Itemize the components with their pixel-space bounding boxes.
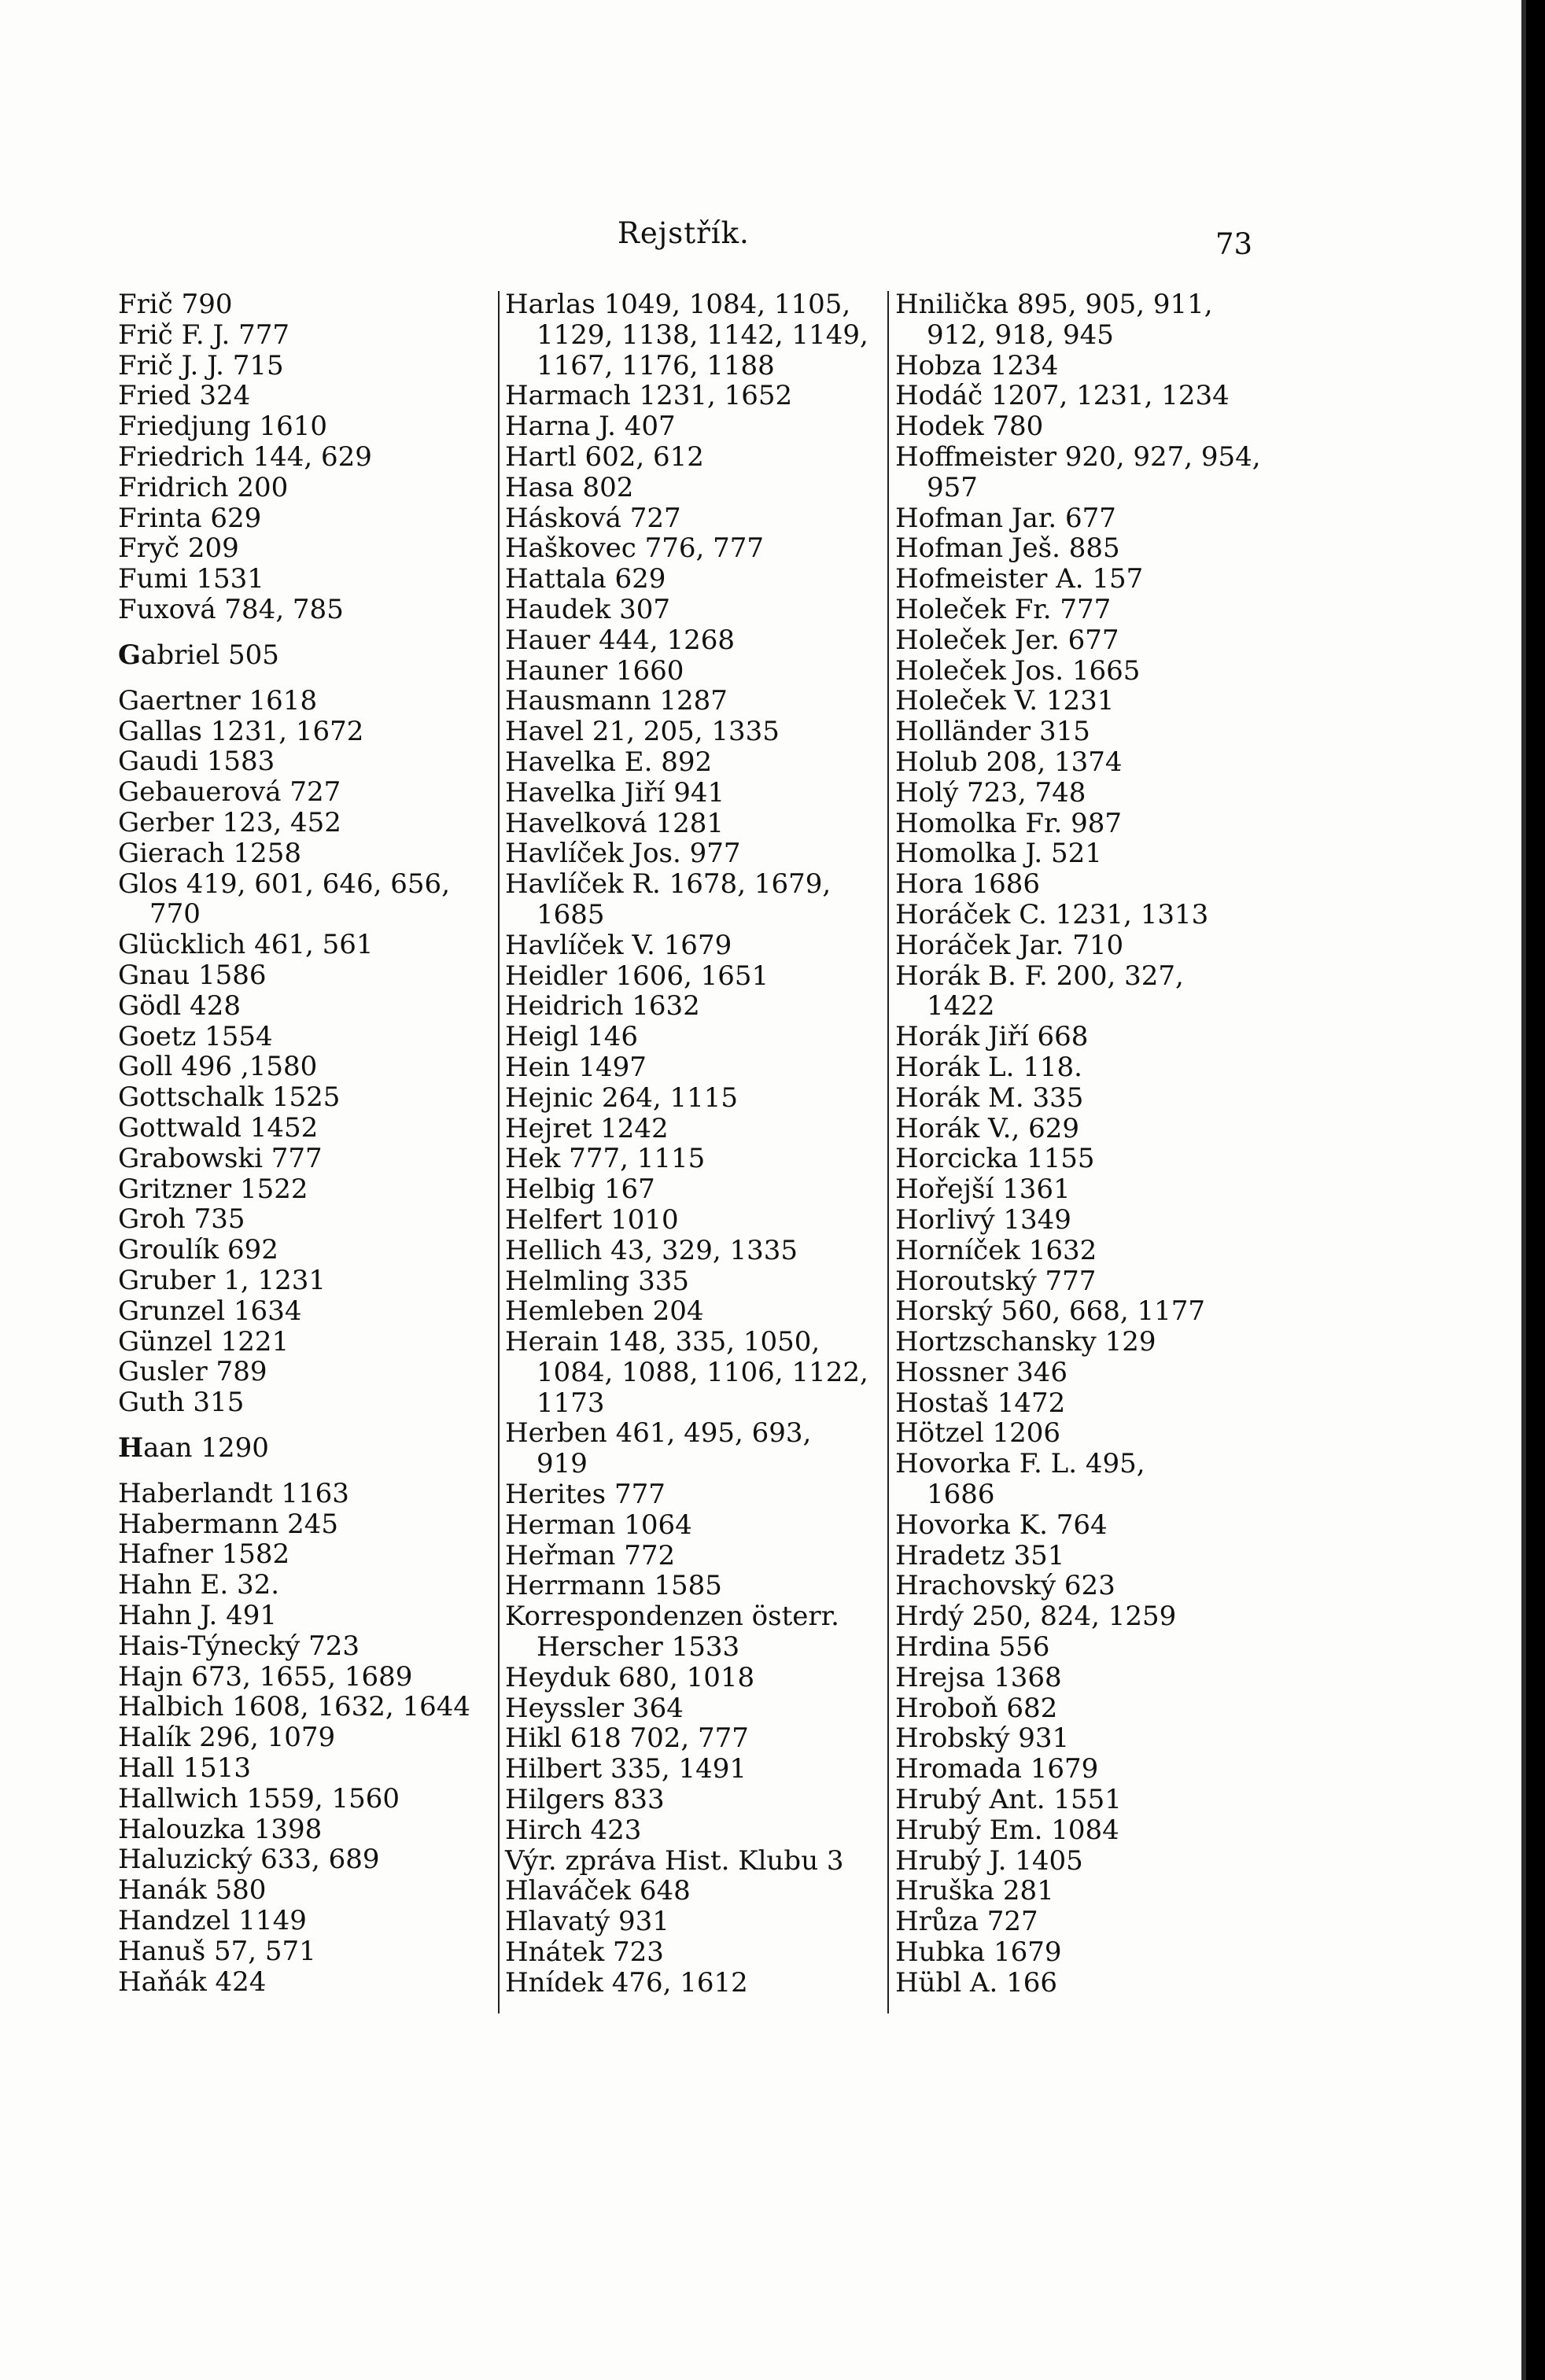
index-entry: Halík 296, 1079 — [118, 1722, 336, 1754]
index-entry: Heřman 772 — [505, 1539, 676, 1571]
index-entry: Gusler 789 — [118, 1356, 267, 1388]
index-entry: Haluzický 633, 689 — [118, 1844, 380, 1876]
index-entry: Gallas 1231, 1672 — [118, 715, 364, 747]
index-entry-continuation: 1084, 1088, 1106, 1122, — [537, 1356, 868, 1388]
index-entry: Harmach 1231, 1652 — [505, 380, 793, 412]
index-entry: Holeček Fr. 777 — [895, 593, 1112, 625]
index-entry: Groulík 692 — [118, 1234, 278, 1266]
index-entry: Homolka Fr. 987 — [895, 807, 1123, 839]
index-entry: Hradetz 351 — [895, 1539, 1065, 1571]
index-entry-continuation: 1173 — [537, 1387, 605, 1419]
index-entry: Goll 496 ,1580 — [118, 1051, 318, 1083]
index-entry: Horníček 1632 — [895, 1234, 1097, 1266]
index-entry: Havelka Jiří 941 — [505, 776, 725, 809]
index-entry: Haan 1290 — [118, 1431, 269, 1464]
index-column-1 — [118, 289, 496, 1997]
index-entry-continuation: 1422 — [927, 990, 995, 1022]
index-entry: Gaudi 1583 — [118, 746, 275, 778]
index-column-2 — [505, 289, 879, 1999]
index-entry: Hanuš 57, 571 — [118, 1935, 316, 1967]
index-entry: Hodek 780 — [895, 411, 1044, 443]
index-entry: Herrmann 1585 — [505, 1570, 722, 1602]
index-entry: Hovorka K. 764 — [895, 1509, 1108, 1541]
index-entry: Hnátek 723 — [505, 1936, 664, 1969]
index-entry: Havlíček V. 1679 — [505, 929, 732, 961]
index-entry: Havlíček Jos. 977 — [505, 838, 741, 870]
index-entry: Frič 790 — [118, 289, 233, 320]
index-entry: Hubka 1679 — [895, 1936, 1062, 1969]
index-entry: Hofman Ješ. 885 — [895, 532, 1120, 565]
index-entry: Holeček Jer. 677 — [895, 624, 1119, 656]
index-entry: Günzel 1221 — [118, 1325, 289, 1358]
index-entry: Glücklich 461, 561 — [118, 929, 374, 961]
index-entry: Handzel 1149 — [118, 1905, 307, 1937]
index-entry-continuation: 1167, 1176, 1188 — [537, 349, 775, 381]
index-entry: Friedrich 144, 629 — [118, 440, 372, 473]
page-header — [0, 216, 1521, 263]
index-entry: Horák B. F. 200, 327, — [895, 960, 1184, 992]
index-entry: Habermann 245 — [118, 1508, 339, 1540]
index-entry: Hellich 43, 329, 1335 — [505, 1234, 798, 1266]
index-entry: Heyduk 680, 1018 — [505, 1661, 755, 1693]
index-entry: Horák L. 118. — [895, 1051, 1082, 1083]
index-entry: Hauner 1660 — [505, 654, 684, 687]
index-entry: Hossner 346 — [895, 1356, 1067, 1388]
index-entry: Helmling 335 — [505, 1265, 689, 1297]
index-entry: Horlivý 1349 — [895, 1203, 1071, 1236]
index-entry: Hlavatý 931 — [505, 1906, 669, 1938]
index-entry: Hilbert 335, 1491 — [505, 1753, 747, 1785]
index-entry: Hötzel 1206 — [895, 1417, 1061, 1450]
index-entry: Horák M. 335 — [895, 1081, 1084, 1114]
index-entry-continuation: 919 — [537, 1448, 588, 1480]
index-entry: Herben 461, 495, 693, — [505, 1417, 812, 1450]
index-entry: Hrachovský 623 — [895, 1570, 1115, 1602]
index-entry: Hein 1497 — [505, 1051, 647, 1083]
index-entry: Fuxová 784, 785 — [118, 593, 344, 625]
index-entry: Hruška 281 — [895, 1875, 1054, 1907]
index-entry: Gottwald 1452 — [118, 1111, 319, 1144]
index-entry: Grabowski 777 — [118, 1142, 323, 1174]
index-entry: Goetz 1554 — [118, 1020, 273, 1052]
index-entry: Hauer 444, 1268 — [505, 624, 736, 656]
index-entry: Hnilička 895, 905, 911, — [895, 289, 1213, 320]
index-entry: Hemleben 204 — [505, 1295, 704, 1328]
index-entry: Gödl 428 — [118, 989, 241, 1022]
index-entry: Frič J. J. 715 — [118, 349, 284, 381]
index-entry: Hobza 1234 — [895, 349, 1059, 381]
index-entry: Hrejsa 1368 — [895, 1661, 1062, 1693]
index-entry: Helfert 1010 — [505, 1203, 679, 1236]
index-entry-continuation: 912, 918, 945 — [927, 319, 1114, 351]
index-entry: Fried 324 — [118, 380, 251, 412]
index-entry: Hrubý Em. 1084 — [895, 1814, 1119, 1846]
index-entry: Harna J. 407 — [505, 411, 676, 443]
index-entry: Holub 208, 1374 — [895, 746, 1123, 778]
index-entry: Frinta 629 — [118, 502, 262, 534]
index-entry: Gierach 1258 — [118, 837, 301, 869]
index-entry: Gerber 123, 452 — [118, 806, 341, 838]
index-entry-continuation: 957 — [927, 471, 978, 503]
index-entry-continuation: Herscher 1533 — [537, 1631, 740, 1663]
index-entry: Herain 148, 335, 1050, — [505, 1326, 820, 1358]
index-entry: Groh 735 — [118, 1203, 245, 1236]
index-entry: Holländer 315 — [895, 716, 1090, 748]
index-entry: Hahn J. 491 — [118, 1600, 278, 1632]
index-entry: Grunzel 1634 — [118, 1295, 302, 1327]
index-entry: Horák V., 629 — [895, 1112, 1079, 1144]
index-entry: Hoffmeister 920, 927, 954, — [895, 440, 1261, 473]
index-entry: Hovorka F. L. 495, — [895, 1448, 1145, 1480]
index-entry: Gaertner 1618 — [118, 684, 318, 717]
index-entry: Korrespondenzen österr. — [505, 1601, 839, 1633]
index-entry: Hirch 423 — [505, 1814, 642, 1846]
index-entry: Horoutský 777 — [895, 1265, 1097, 1297]
index-entry: Hartl 602, 612 — [505, 440, 704, 473]
index-entry: Horcicka 1155 — [895, 1143, 1095, 1175]
index-entry: Havelka E. 892 — [505, 746, 713, 778]
index-entry: Fridrich 200 — [118, 471, 289, 503]
index-entry: Friedjung 1610 — [118, 411, 328, 443]
index-entry: Hofman Jar. 677 — [895, 502, 1116, 534]
index-entry: Gnau 1586 — [118, 959, 267, 991]
index-entry: Hek 777, 1115 — [505, 1143, 706, 1175]
column-divider — [498, 291, 500, 2013]
index-entry: Hrubý Ant. 1551 — [895, 1784, 1122, 1816]
index-entry: Heigl 146 — [505, 1021, 638, 1053]
index-entry-continuation: 1686 — [927, 1479, 995, 1511]
index-entry: Hahn E. 32. — [118, 1569, 280, 1601]
index-entry: Hortzschansky 129 — [895, 1326, 1156, 1358]
index-entry: Hausmann 1287 — [505, 685, 728, 717]
index-entry: Gabriel 505 — [118, 639, 279, 671]
index-column-3 — [895, 289, 1273, 1999]
index-entry: Herman 1064 — [505, 1509, 692, 1541]
index-entry: Heidrich 1632 — [505, 990, 700, 1022]
index-entry: Hall 1513 — [118, 1752, 252, 1785]
index-entry: Hořejší 1361 — [895, 1173, 1071, 1206]
index-entry: Hallwich 1559, 1560 — [118, 1782, 400, 1814]
page-number: 73 — [1215, 227, 1253, 261]
index-entry: Hanák 580 — [118, 1874, 267, 1907]
index-entry: Holý 723, 748 — [895, 776, 1086, 809]
index-entry: Horáček Jar. 710 — [895, 929, 1124, 961]
index-entry: Gruber 1, 1231 — [118, 1264, 326, 1296]
index-entry: Haňák 424 — [118, 1966, 267, 1998]
index-entry: Hásková 727 — [505, 502, 681, 534]
index-entry: Frič F. J. 777 — [118, 319, 289, 351]
index-entry: Gebauerová 727 — [118, 776, 341, 809]
index-entry: Fumi 1531 — [118, 563, 264, 595]
index-entry: Hrobský 931 — [895, 1722, 1070, 1755]
index-entry: Herites 777 — [505, 1479, 666, 1511]
index-entry: Hejnic 264, 1115 — [505, 1081, 738, 1114]
index-entry: Halouzka 1398 — [118, 1813, 323, 1845]
index-entry: Hattala 629 — [505, 563, 666, 595]
index-entry: Helbig 167 — [505, 1173, 655, 1206]
index-entry: Halbich 1608, 1632, 1644 — [118, 1691, 470, 1723]
page-title: Rejstřík. — [618, 216, 750, 250]
index-entry: Harlas 1049, 1084, 1105, — [505, 289, 851, 320]
index-entry: Hilgers 833 — [505, 1784, 665, 1816]
index-entry-continuation: 1685 — [537, 898, 605, 930]
index-entry: Haudek 307 — [505, 593, 671, 625]
index-entry: Hrdý 250, 824, 1259 — [895, 1601, 1177, 1633]
index-entry: Holeček V. 1231 — [895, 685, 1115, 717]
index-entry-continuation: 1129, 1138, 1142, 1149, — [537, 319, 868, 351]
index-entry: Hrubý J. 1405 — [895, 1844, 1083, 1877]
index-entry: Homolka J. 521 — [895, 838, 1102, 870]
index-entry: Glos 419, 601, 646, 656, — [118, 868, 450, 900]
index-entry: Fryč 209 — [118, 532, 239, 565]
index-entry: Horák Jiří 668 — [895, 1021, 1089, 1053]
index-entry: Hais-Týnecký 723 — [118, 1630, 360, 1662]
index-entry: Haberlandt 1163 — [118, 1477, 349, 1509]
index-entry: Guth 315 — [118, 1387, 245, 1419]
index-entry: Horáček C. 1231, 1313 — [895, 898, 1209, 930]
index-entry: Hasa 802 — [505, 471, 634, 503]
index-entry: Havel 21, 205, 1335 — [505, 716, 780, 748]
index-entry: Hostaš 1472 — [895, 1387, 1066, 1419]
index-entry-continuation: 770 — [149, 898, 201, 930]
index-entry: Horský 560, 668, 1177 — [895, 1295, 1205, 1328]
index-entry: Havlíček R. 1678, 1679, — [505, 868, 831, 901]
index-entry: Haškovec 776, 777 — [505, 532, 765, 565]
index-entry: Havelková 1281 — [505, 807, 725, 839]
index-entry: Hora 1686 — [895, 868, 1040, 901]
index-entry: Hrůza 727 — [895, 1906, 1038, 1938]
index-entry: Hejret 1242 — [505, 1112, 669, 1144]
column-divider — [887, 291, 889, 2013]
index-entry: Hajn 673, 1655, 1689 — [118, 1660, 413, 1693]
index-entry: Hlaváček 648 — [505, 1875, 691, 1907]
index-entry: Hrdina 556 — [895, 1631, 1050, 1663]
index-entry: Hübl A. 166 — [895, 1966, 1058, 1999]
index-entry: Gritzner 1522 — [118, 1173, 308, 1205]
index-entry: Hnídek 476, 1612 — [505, 1966, 748, 1999]
index-entry: Hikl 618 702, 777 — [505, 1722, 749, 1755]
index-entry: Heyssler 364 — [505, 1692, 684, 1724]
index-entry: Heidler 1606, 1651 — [505, 960, 769, 992]
index-entry: Gottschalk 1525 — [118, 1081, 341, 1114]
index-entry: Výr. zpráva Hist. Klubu 3 — [505, 1844, 844, 1877]
index-entry: Hromada 1679 — [895, 1753, 1099, 1785]
index-entry: Hodáč 1207, 1231, 1234 — [895, 380, 1230, 412]
index-entry: Hroboň 682 — [895, 1692, 1058, 1724]
index-entry: Hofmeister A. 157 — [895, 563, 1144, 595]
index-entry: Holeček Jos. 1665 — [895, 654, 1141, 687]
index-entry: Hafner 1582 — [118, 1538, 290, 1571]
